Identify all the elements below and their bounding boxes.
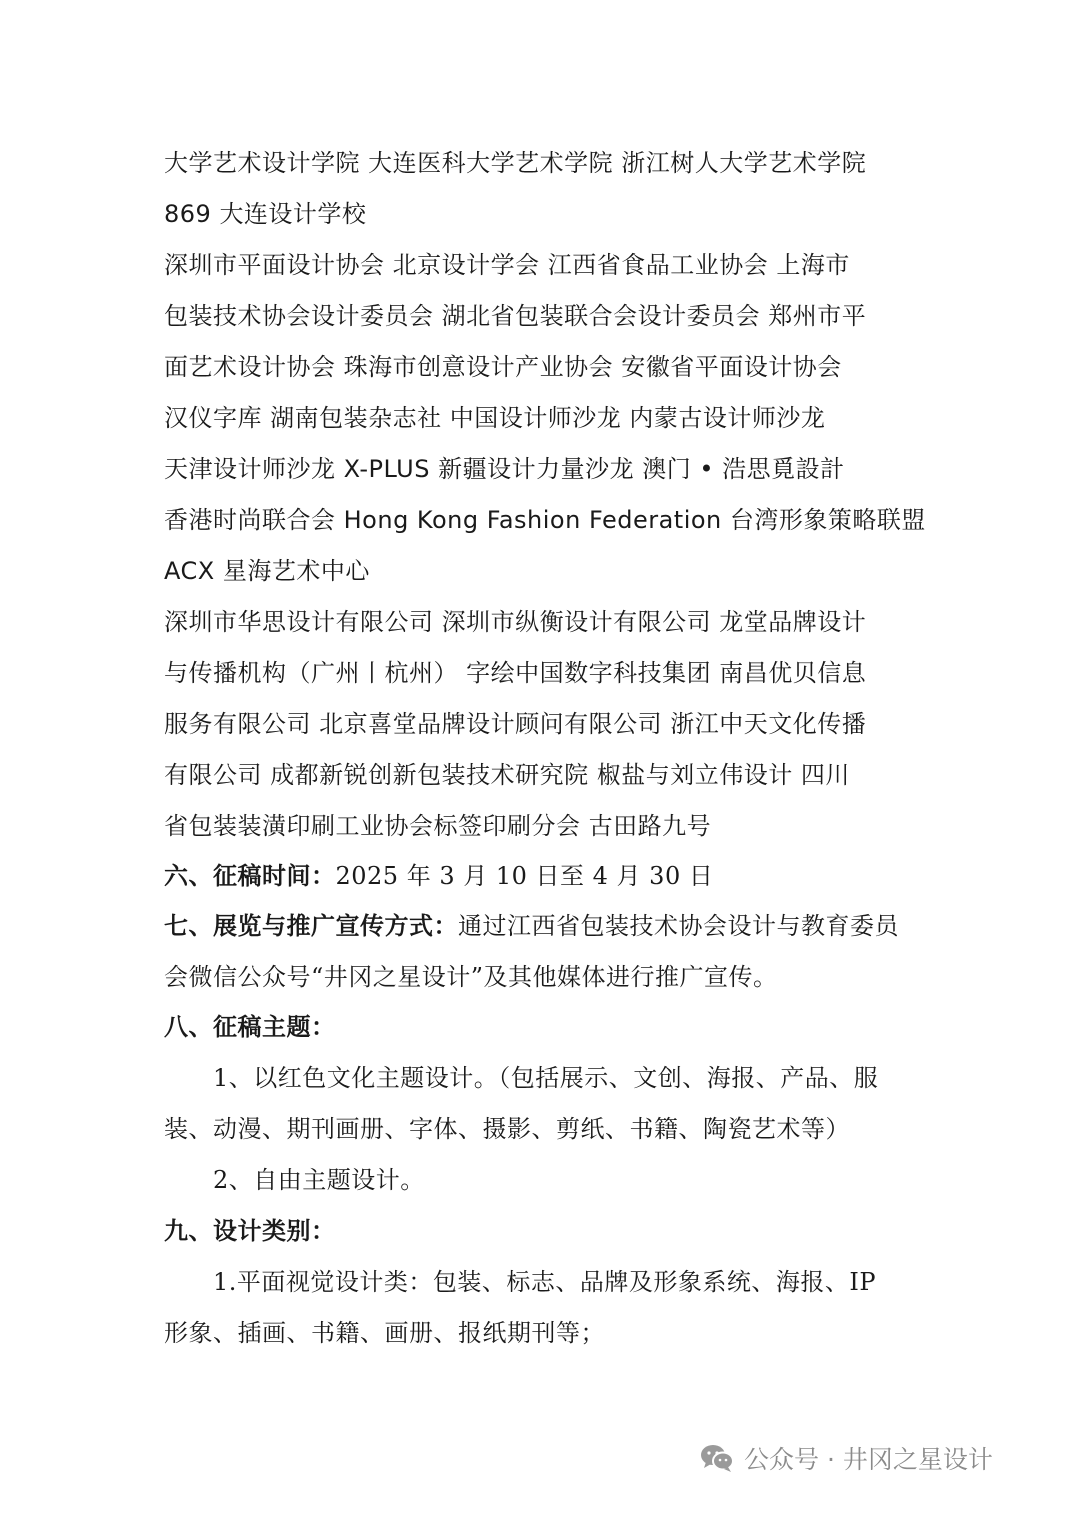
section-heading: 七、展览与推广宣传方式：: [164, 911, 458, 940]
wechat-icon: [700, 1443, 734, 1473]
section-6: [164, 856, 924, 896]
text-line: 深圳市华思设计有限公司 深圳市纵衡设计有限公司 龙堂品牌设计: [164, 608, 867, 636]
watermark-text: 公众号 · 井冈之星设计: [744, 1445, 993, 1474]
wechat-watermark: [700, 1438, 993, 1478]
list-item-continued: 形象、插画、书籍、画册、报纸期刊等；: [164, 1319, 605, 1347]
text-line: 大学艺术设计学院 大连医科大学艺术学院 浙江树人大学艺术学院: [164, 149, 867, 177]
section-text: 通过江西省包装技术协会设计与教育委员: [458, 912, 899, 940]
text-line: ACX 星海艺术中心: [164, 557, 370, 585]
text-line: 面艺术设计协会 珠海市创意设计产业协会 安徽省平面设计协会: [164, 353, 842, 381]
text-line: 服务有限公司 北京喜堂品牌设计顾问有限公司 浙江中天文化传播: [164, 710, 867, 738]
text-line: 省包装装潢印刷工业协会标签印刷分会 古田路九号: [164, 812, 712, 840]
list-item: 1、以红色文化主题设计。（包括展示、文创、海报、产品、服: [213, 1064, 879, 1092]
section-7-continued: 会微信公众号“井冈之星设计”及其他媒体进行推广宣传。: [164, 963, 778, 991]
text-line: 有限公司 成都新锐创新包装技术研究院 椒盐与刘立伟设计 四川: [164, 761, 850, 789]
text-line: 香港时尚联合会 Hong Kong Fashion Federation 台湾形象策略联盟: [164, 506, 926, 534]
text-line: 汉仪字库 湖南包装杂志社 中国设计师沙龙 内蒙古设计师沙龙: [164, 404, 826, 432]
text-line: 869 大连设计学校: [164, 200, 367, 228]
section-heading: 九、设计类别：: [164, 1216, 336, 1245]
list-item-continued: 装、动漫、期刊画册、字体、摄影、剪纸、书籍、陶瓷艺术等）: [164, 1115, 850, 1143]
text-line: 深圳市平面设计协会 北京设计学会 江西省食品工业协会 上海市: [164, 251, 850, 279]
list-item: 2、自由主题设计。: [213, 1166, 425, 1194]
section-7: [164, 906, 924, 946]
list-item: 1.平面视觉设计类：包装、标志、品牌及形象系统、海报、IP: [213, 1268, 877, 1296]
text-line: 包装技术协会设计委员会 湖北省包装联合会设计委员会 郑州市平: [164, 302, 867, 330]
text-line: 与传播机构（广州丨杭州） 字绘中国数字科技集团 南昌优贝信息: [164, 659, 867, 687]
section-text: 2025 年 3 月 10 日至 4 月 30 日: [335, 862, 714, 890]
section-heading: 八、征稿主题：: [164, 1012, 336, 1041]
section-heading: 六、征稿时间：: [164, 861, 336, 890]
text-line: 天津设计师沙龙 X-PLUS 新疆设计力量沙龙 澳门 • 浩思覓設計: [164, 455, 845, 483]
